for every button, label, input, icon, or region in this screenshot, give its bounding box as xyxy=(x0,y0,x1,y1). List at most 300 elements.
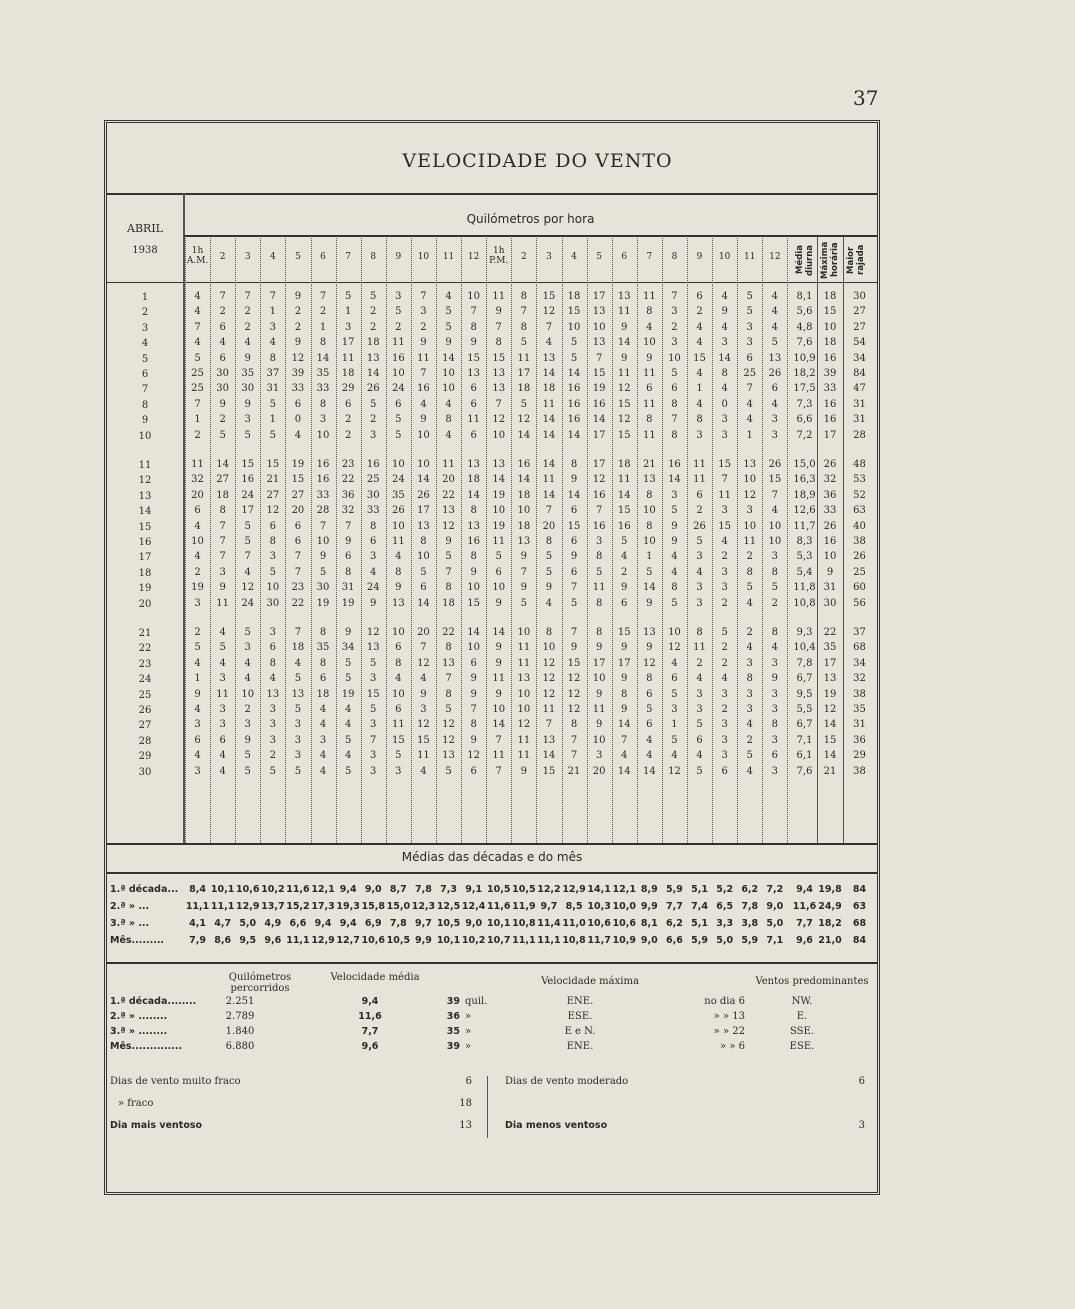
hour-value: 4 xyxy=(696,321,703,333)
hour-value: 4 xyxy=(194,520,201,532)
hour-header: 12 xyxy=(467,252,480,262)
hour-value: 31 xyxy=(341,582,355,594)
hour-value: 6 xyxy=(771,750,779,762)
average-value: 12,9 xyxy=(311,935,335,946)
hour-value: 8 xyxy=(395,657,402,669)
summary-header: Quilómetros percorridos xyxy=(228,972,292,994)
hour-value: 1 xyxy=(646,551,653,563)
average-value: 9,6 xyxy=(796,935,813,946)
hour-value: 3 xyxy=(294,734,302,746)
hour-value: 14 xyxy=(617,337,631,349)
hour-value: 25 xyxy=(191,368,204,379)
hour-value: 19 xyxy=(492,489,506,501)
hour-value: 15 xyxy=(592,368,606,379)
hour-value: 5 xyxy=(344,673,352,685)
hour-value: 18 xyxy=(617,459,631,470)
max-gust: 47 xyxy=(853,383,866,395)
average-value: 11,6 xyxy=(286,884,310,895)
average-value: 10,6 xyxy=(587,918,611,929)
hour-value: 4 xyxy=(696,337,703,349)
hour-value: 3 xyxy=(244,414,251,426)
hour-value: 4 xyxy=(344,750,352,762)
hour-value: 12 xyxy=(542,657,556,669)
day-label: 18 xyxy=(138,567,152,579)
hour-value: 19 xyxy=(291,459,305,470)
hour-value: 10 xyxy=(266,582,280,594)
hour-value: 8 xyxy=(621,688,628,700)
hour-value: 3 xyxy=(269,551,277,563)
day-label: 6 xyxy=(141,369,149,380)
hour-value: 9 xyxy=(621,352,628,364)
hour-value: 19 xyxy=(191,582,204,594)
hour-value: 5 xyxy=(746,750,753,762)
hour-value: 7 xyxy=(570,750,578,762)
hour-value: 8 xyxy=(370,520,377,532)
hour-value: 9 xyxy=(219,582,226,594)
daily-mean: 10,4 xyxy=(793,642,816,654)
hour-header: 10 xyxy=(718,252,731,262)
hour-value: 25 xyxy=(743,368,757,379)
hour-value: 2 xyxy=(696,505,703,517)
hour-value: 3 xyxy=(370,765,377,777)
hour-value: 4 xyxy=(395,673,402,685)
day-label: 5 xyxy=(141,353,149,365)
hour-value: 2 xyxy=(269,750,277,762)
hour-value: 4 xyxy=(194,750,201,762)
hour-value: 4 xyxy=(646,321,653,333)
average-value: 12,1 xyxy=(311,884,335,895)
hour-value: 5 xyxy=(570,597,578,609)
average-value: 11,1 xyxy=(210,901,235,912)
hour-value: 9 xyxy=(495,597,502,609)
hourly-max: 36 xyxy=(823,489,837,501)
hour-value: 6 xyxy=(420,582,427,594)
hour-value: 8 xyxy=(696,414,703,426)
hour-value: 3 xyxy=(595,536,603,547)
hour-value: 8 xyxy=(319,627,327,638)
hour-value: 30 xyxy=(316,582,330,594)
hour-value: 3 xyxy=(746,337,753,349)
hour-value: 20 xyxy=(542,520,556,532)
hour-value: 9 xyxy=(244,398,251,410)
hour-header: 5 xyxy=(596,252,602,262)
day-label: 14 xyxy=(138,506,152,518)
hour-value: 6 xyxy=(269,642,277,654)
hour-value: 2 xyxy=(219,414,226,426)
hour-value: 31 xyxy=(266,383,280,395)
hour-value: 14 xyxy=(517,429,531,441)
hour-value: 4 xyxy=(696,566,703,578)
hour-value: 7 xyxy=(746,383,753,395)
hour-value: 34 xyxy=(341,642,355,654)
hour-value: 2 xyxy=(370,306,377,318)
hour-value: 14 xyxy=(442,352,455,364)
hour-value: 3 xyxy=(370,429,377,441)
hour-value: 3 xyxy=(370,551,377,563)
hour-value: 6 xyxy=(470,429,477,441)
hour-header: 1h A.M. xyxy=(186,246,209,266)
hour-value: 9 xyxy=(445,337,452,349)
average-value: 6,9 xyxy=(364,918,382,929)
daily-mean: 10,9 xyxy=(793,352,816,364)
hour-value: 8 xyxy=(671,398,678,410)
max-gust: 60 xyxy=(853,582,866,594)
average-row-label: 3.ª » ... xyxy=(110,918,150,929)
average-value: 84 xyxy=(852,935,867,946)
hour-value: 5 xyxy=(570,352,578,364)
hour-value: 13 xyxy=(517,673,531,685)
hour-value: 5 xyxy=(269,566,277,578)
hour-value: 4 xyxy=(721,383,728,395)
hour-value: 10 xyxy=(743,474,757,486)
day-label: 20 xyxy=(138,598,152,610)
max-day: no dia 6 xyxy=(704,996,745,1007)
hour-value: 35 xyxy=(316,642,330,654)
hour-value: 11 xyxy=(191,459,204,470)
daily-mean: 5,4 xyxy=(796,566,813,578)
max-speed: 35 xyxy=(446,1026,460,1037)
hour-value: 12 xyxy=(743,489,757,501)
hour-value: 7 xyxy=(721,474,728,486)
hour-value: 5 xyxy=(570,337,578,349)
hour-value: 8 xyxy=(671,582,678,594)
hour-value: 7 xyxy=(445,673,452,685)
hour-value: 5 xyxy=(319,566,327,578)
hour-value: 29 xyxy=(341,383,355,395)
average-value: 15,2 xyxy=(286,901,310,912)
footer-label: Dias de vento muito fraco xyxy=(110,1076,241,1087)
hour-value: 7 xyxy=(294,566,302,578)
daily-mean: 4,8 xyxy=(796,321,813,333)
day-label: 17 xyxy=(138,552,152,564)
hour-value: 4 xyxy=(420,673,427,685)
hour-value: 13 xyxy=(542,352,556,364)
hour-value: 5 xyxy=(621,536,628,547)
hour-value: 4 xyxy=(244,657,251,669)
hour-value: 14 xyxy=(642,765,656,777)
max-gust: 68 xyxy=(853,642,866,654)
average-value: 9,9 xyxy=(640,901,658,912)
hour-value: 9 xyxy=(721,306,728,318)
average-value: 19,3 xyxy=(336,901,360,912)
average-row-label: Mês......... xyxy=(110,935,165,946)
hour-value: 6 xyxy=(771,383,779,395)
hour-value: 3 xyxy=(696,551,703,563)
daily-mean: 17,5 xyxy=(793,383,816,395)
hour-value: 6 xyxy=(671,673,678,685)
hour-value: 14 xyxy=(492,627,506,638)
hour-value: 10 xyxy=(442,368,455,379)
year-label: 1938 xyxy=(132,245,158,256)
hour-value: 3 xyxy=(219,719,226,731)
summary-header: Velocidade média xyxy=(330,972,420,983)
average-value: 14,1 xyxy=(587,884,611,895)
hour-value: 35 xyxy=(391,489,405,501)
hour-value: 5 xyxy=(294,765,302,777)
average-value: 10,5 xyxy=(512,884,536,895)
max-gust: 37 xyxy=(853,627,866,638)
hour-value: 13 xyxy=(442,657,455,669)
hour-value: 2 xyxy=(395,321,402,333)
average-value: 18,2 xyxy=(818,918,842,929)
hour-value: 15 xyxy=(492,352,506,364)
average-value: 10,9 xyxy=(612,935,636,946)
daily-mean: 7,2 xyxy=(796,429,813,441)
average-value: 3,3 xyxy=(716,918,734,929)
hour-value: 4 xyxy=(445,429,452,441)
hour-value: 12 xyxy=(592,474,606,486)
max-speed: 39 xyxy=(446,1041,460,1052)
hour-value: 8 xyxy=(470,321,477,333)
hour-value: 13 xyxy=(492,383,506,395)
hour-value: 4 xyxy=(420,398,427,410)
hour-value: 9 xyxy=(646,597,653,609)
hour-value: 16 xyxy=(567,414,581,426)
hour-value: 14 xyxy=(316,352,330,364)
hour-value: 4 xyxy=(771,505,779,517)
hour-value: 5 xyxy=(671,505,678,517)
hour-value: 6 xyxy=(721,765,728,777)
max-gust: 31 xyxy=(853,414,866,426)
hour-value: 10 xyxy=(517,627,531,638)
average-value: 7,8 xyxy=(415,884,432,895)
hour-value: 6 xyxy=(570,566,578,578)
hour-value: 9 xyxy=(595,719,603,731)
average-value: 11,6 xyxy=(487,901,511,912)
divider xyxy=(107,872,877,874)
hourly-max: 10 xyxy=(823,551,837,563)
max-direction: ENE. xyxy=(566,1041,594,1052)
hour-value: 14 xyxy=(567,429,581,441)
hour-value: 4 xyxy=(771,306,779,318)
hour-value: 15 xyxy=(693,352,706,364)
hour-value: 9 xyxy=(370,597,377,609)
hour-value: 6 xyxy=(370,536,377,547)
mean-speed: 7,7 xyxy=(361,1026,379,1037)
hour-value: 16 xyxy=(592,489,606,501)
hour-value: 14 xyxy=(467,489,480,501)
hour-value: 9 xyxy=(294,337,302,349)
hour-value: 3 xyxy=(696,688,703,700)
average-value: 10,0 xyxy=(612,901,636,912)
hour-value: 11 xyxy=(542,398,556,410)
average-value: 68 xyxy=(852,918,867,929)
hour-value: 16 xyxy=(391,352,405,364)
hour-value: 2 xyxy=(294,321,302,333)
hour-value: 27 xyxy=(266,489,280,501)
hour-value: 9 xyxy=(671,520,678,532)
hour-value: 5 xyxy=(671,734,678,746)
hour-value: 13 xyxy=(366,352,380,364)
hourly-max: 22 xyxy=(823,627,837,638)
day-label: 26 xyxy=(138,705,152,716)
hour-value: 5 xyxy=(395,414,402,426)
hour-value: 4 xyxy=(721,291,728,302)
hour-value: 2 xyxy=(721,597,728,609)
daily-mean: 7,6 xyxy=(796,337,813,349)
average-value: 10,2 xyxy=(261,884,285,895)
hour-value: 23 xyxy=(291,582,305,594)
speed-unit: quil. xyxy=(465,996,488,1007)
hour-value: 30 xyxy=(366,489,380,501)
hour-value: 2 xyxy=(721,642,728,654)
hour-value: 3 xyxy=(721,582,728,594)
hour-value: 16 xyxy=(417,383,430,395)
average-value: 10,6 xyxy=(236,884,260,895)
hour-value: 3 xyxy=(671,489,678,501)
hour-value: 20 xyxy=(291,505,305,517)
day-label: 28 xyxy=(138,735,152,747)
hour-value: 11 xyxy=(617,474,631,486)
hour-value: 12 xyxy=(517,719,531,731)
hour-value: 11 xyxy=(517,734,531,746)
hourly-max: 18 xyxy=(823,291,837,302)
hour-value: 15 xyxy=(467,597,480,609)
day-label: 11 xyxy=(138,460,152,471)
average-value: 6,5 xyxy=(716,901,734,912)
hour-value: 13 xyxy=(366,642,380,654)
hour-value: 10 xyxy=(492,505,506,517)
hour-value: 30 xyxy=(266,597,280,609)
hour-value: 2 xyxy=(696,657,703,669)
hour-value: 2 xyxy=(746,627,753,638)
hour-value: 3 xyxy=(319,734,327,746)
summary-row-label: 1.ª década........ xyxy=(110,996,197,1007)
hour-header: 4 xyxy=(571,252,577,262)
hour-value: 12 xyxy=(266,505,280,517)
average-value: 5,9 xyxy=(741,935,759,946)
average-value: 12,9 xyxy=(236,901,260,912)
hour-value: 2 xyxy=(721,551,728,563)
hour-header: 6 xyxy=(621,252,628,262)
hour-value: 4 xyxy=(746,765,753,777)
average-value: 63 xyxy=(852,901,867,912)
hour-value: 3 xyxy=(420,306,427,318)
hour-value: 3 xyxy=(370,719,377,731)
hour-value: 7 xyxy=(294,551,302,563)
hour-value: 10 xyxy=(517,505,531,517)
hour-value: 5 xyxy=(671,688,678,700)
hour-value: 10 xyxy=(517,704,531,715)
hour-value: 27 xyxy=(291,489,305,501)
hour-value: 12 xyxy=(442,719,455,731)
hour-value: 2 xyxy=(244,704,251,715)
hour-value: 11 xyxy=(542,474,556,486)
hour-value: 14 xyxy=(216,459,229,470)
hour-value: 7 xyxy=(495,321,502,333)
average-value: 10,1 xyxy=(436,935,461,946)
hour-value: 5 xyxy=(520,337,528,349)
hour-value: 4 xyxy=(445,291,452,302)
hour-value: 18 xyxy=(567,291,581,302)
daily-mean: 18,2 xyxy=(793,368,816,379)
summary-header: Ventos predominantes xyxy=(755,976,869,987)
footer-value: 3 xyxy=(858,1120,865,1131)
hour-value: 2 xyxy=(671,321,678,333)
max-gust: 40 xyxy=(853,520,866,532)
hour-value: 13 xyxy=(743,459,757,470)
hour-value: 11 xyxy=(391,337,405,349)
average-value: 12,2 xyxy=(537,884,561,895)
hour-value: 4 xyxy=(219,750,226,762)
average-value: 5,0 xyxy=(716,935,734,946)
hour-value: 6 xyxy=(470,657,477,669)
hour-value: 6 xyxy=(671,383,678,395)
hour-header: 8 xyxy=(370,252,377,262)
hour-value: 6 xyxy=(570,505,578,517)
hour-value: 30 xyxy=(216,368,229,379)
hour-value: 20 xyxy=(442,474,455,486)
hour-value: 6 xyxy=(696,291,703,302)
hour-value: 8 xyxy=(445,688,452,700)
hour-value: 8 xyxy=(721,368,728,379)
hour-value: 11 xyxy=(517,657,531,669)
hour-value: 10 xyxy=(567,321,581,333)
hour-value: 2 xyxy=(370,321,377,333)
hour-value: 9 xyxy=(219,398,226,410)
hour-value: 3 xyxy=(219,566,226,578)
hour-value: 10 xyxy=(517,688,531,700)
daily-mean: 11,7 xyxy=(793,520,816,532)
hour-value: 12 xyxy=(617,383,631,395)
hour-value: 6 xyxy=(194,505,201,517)
hour-value: 9 xyxy=(621,673,628,685)
hour-value: 3 xyxy=(771,734,779,746)
hour-value: 6 xyxy=(570,536,578,547)
hour-value: 1 xyxy=(194,673,201,685)
hour-value: 19 xyxy=(492,520,506,532)
hour-value: 14 xyxy=(492,474,506,486)
hour-value: 9 xyxy=(395,582,402,594)
hour-value: 14 xyxy=(617,765,631,777)
hour-value: 5 xyxy=(545,566,553,578)
hour-value: 5 xyxy=(696,536,703,547)
daily-mean: 10,8 xyxy=(793,597,816,609)
hour-value: 7 xyxy=(495,765,502,777)
hour-value: 13 xyxy=(492,368,506,379)
hour-header: 10 xyxy=(417,252,430,262)
hourly-max: 31 xyxy=(823,582,837,594)
summary-row-label: 2.ª » ........ xyxy=(110,1011,168,1022)
hour-value: 5 xyxy=(294,673,302,685)
hour-value: 6 xyxy=(344,398,352,410)
hour-value: 10 xyxy=(492,704,506,715)
max-gust: 27 xyxy=(853,321,866,333)
hour-value: 1 xyxy=(194,414,201,426)
hour-value: 7 xyxy=(495,398,502,410)
hour-value: 26 xyxy=(366,383,380,395)
hour-value: 3 xyxy=(771,414,779,426)
average-row-label: 2.ª » ... xyxy=(110,901,150,912)
daily-mean: 18,9 xyxy=(793,489,816,501)
average-value: 9,4 xyxy=(339,884,357,895)
max-direction: ENE. xyxy=(566,996,594,1007)
footer-value: 18 xyxy=(459,1098,472,1109)
hour-value: 7 xyxy=(545,321,553,333)
mean-speed: 9,6 xyxy=(361,1041,379,1052)
hour-value: 1 xyxy=(319,321,327,333)
hour-value: 7 xyxy=(244,291,251,302)
daily-mean: 9,5 xyxy=(796,688,813,700)
hour-header: 11 xyxy=(442,252,455,262)
hour-value: 8 xyxy=(771,719,779,731)
hour-value: 14 xyxy=(592,414,606,426)
hour-value: 6 xyxy=(646,688,653,700)
hour-value: 2 xyxy=(621,566,628,578)
hour-value: 24 xyxy=(366,582,380,594)
day-label: 27 xyxy=(138,720,152,732)
hour-value: 9 xyxy=(194,688,201,700)
